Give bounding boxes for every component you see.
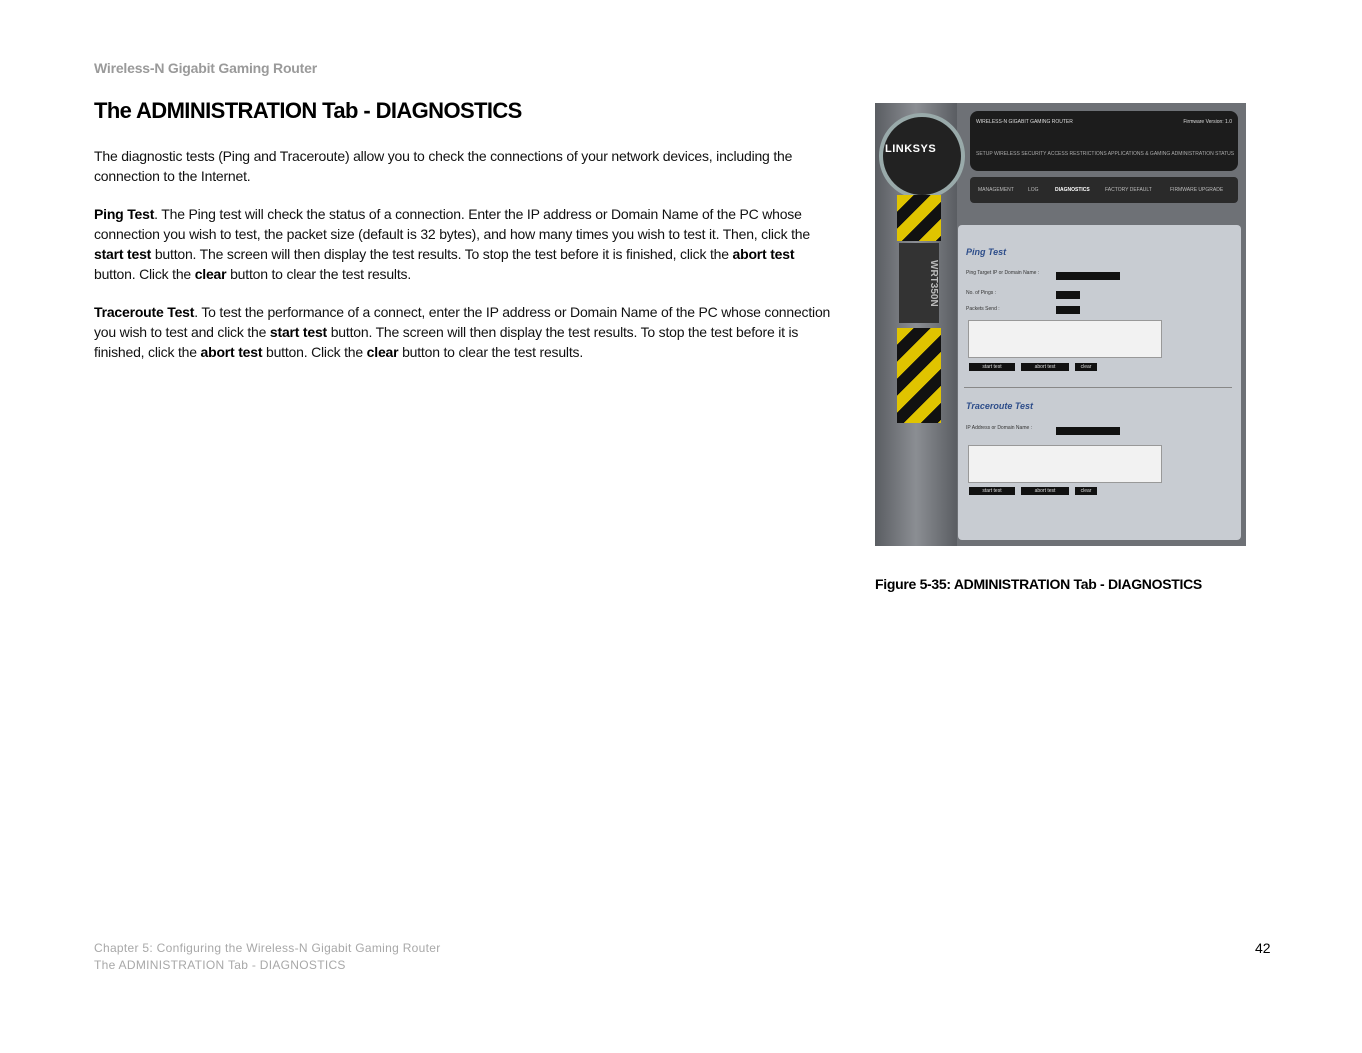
page-number: 42: [1255, 940, 1271, 956]
linksys-logo: [879, 113, 965, 199]
traceroute-label: Traceroute Test: [94, 304, 195, 320]
page-title: The ADMINISTRATION Tab - DIAGNOSTICS: [94, 98, 522, 123]
router-main-tabs: SETUP WIRELESS SECURITY ACCESS RESTRICTIONS APPLICATIONS & GAMING ADMINISTRATION STATUS: [976, 151, 1235, 157]
ping-abort-button: abort test: [1021, 363, 1069, 371]
hazard-stripe-bottom: [897, 328, 941, 423]
router-screenshot-figure: [875, 103, 1246, 546]
figure-caption: Figure 5-35: ADMINISTRATION Tab - DIAGNOSTICS: [875, 576, 1202, 592]
traceroute-start-button: start test: [969, 487, 1015, 495]
ping-count-input: [1056, 291, 1080, 299]
ping-results-area: [968, 320, 1162, 358]
ping-label: Ping Test: [94, 206, 155, 222]
body-text: [94, 146, 839, 380]
footer-chapter: Chapter 5: Configuring the Wireless-N Gigabit Gaming Router: [94, 941, 441, 955]
traceroute-abort-button: abort test: [1021, 487, 1069, 495]
traceroute-results-area: [968, 445, 1162, 483]
linksys-logo-text: LINKSYS: [885, 143, 937, 155]
ping-test-title: Ping Test: [966, 247, 1007, 257]
traceroute-clear-button: clear: [1075, 487, 1097, 495]
traceroute-target-input: [1056, 427, 1120, 435]
router-diagnostics-panel: [958, 225, 1241, 540]
subtab-log: LOG: [1028, 187, 1039, 193]
ping-count-label: No. of Pings :: [966, 290, 997, 296]
ping-size-input: [1056, 306, 1080, 314]
subtab-diagnostics: DIAGNOSTICS: [1055, 187, 1090, 193]
subtab-management: MANAGEMENT: [978, 187, 1014, 193]
traceroute-target-label: IP Address or Domain Name :: [966, 425, 1033, 431]
subtab-factory-default: FACTORY DEFAULT: [1105, 187, 1152, 193]
router-side-panel: [875, 103, 957, 546]
ping-size-label: Packets Send :: [966, 306, 1000, 312]
ping-clear-button: clear: [1075, 363, 1097, 371]
ping-paragraph: Ping Test. The Ping test will check the status of a connection. Enter the IP address or Domain Name of the PC whose connection you wish to test, the packet size (default is 32 bytes), and how many times you wish to test it. Then, click the start test button. The screen will then display the test results. To stop the test before it is finished, click the abort test button. Click the clear button to clear the test results.: [94, 206, 810, 282]
ping-start-button: start test: [969, 363, 1015, 371]
router-top-bar: [970, 111, 1238, 171]
subtab-firmware-upgrade: FIRMWARE UPGRADE: [1170, 187, 1224, 193]
ping-target-label: Ping Target IP or Domain Name :: [966, 270, 1040, 276]
router-firmware: Firmware Version: 1.0: [1183, 119, 1232, 125]
model-label: WRT350N: [899, 243, 939, 323]
running-header: Wireless-N Gigabit Gaming Router: [94, 60, 317, 76]
traceroute-paragraph: Traceroute Test. To test the performance of a connect, enter the IP address or Domain Name of the PC whose connection you wish to test and click the start test button. The screen will then display the test results. To stop the test before it is finished, click the abort test button. Click the clear button to clear the test results.: [94, 304, 831, 360]
footer-section: The ADMINISTRATION Tab - DIAGNOSTICS: [94, 958, 346, 972]
footer: [94, 940, 441, 974]
router-product-name: WIRELESS-N GIGABIT GAMING ROUTER: [976, 119, 1073, 125]
traceroute-test-title: Traceroute Test: [966, 401, 1034, 411]
ping-target-input: [1056, 272, 1120, 280]
intro-paragraph: The diagnostic tests (Ping and Traceroute) allow you to check the connections of your network devices, including the connection to the Internet.: [94, 148, 793, 184]
section-divider: [964, 387, 1232, 388]
router-sub-tabs: [970, 177, 1238, 203]
hazard-stripe-top: [897, 195, 941, 241]
